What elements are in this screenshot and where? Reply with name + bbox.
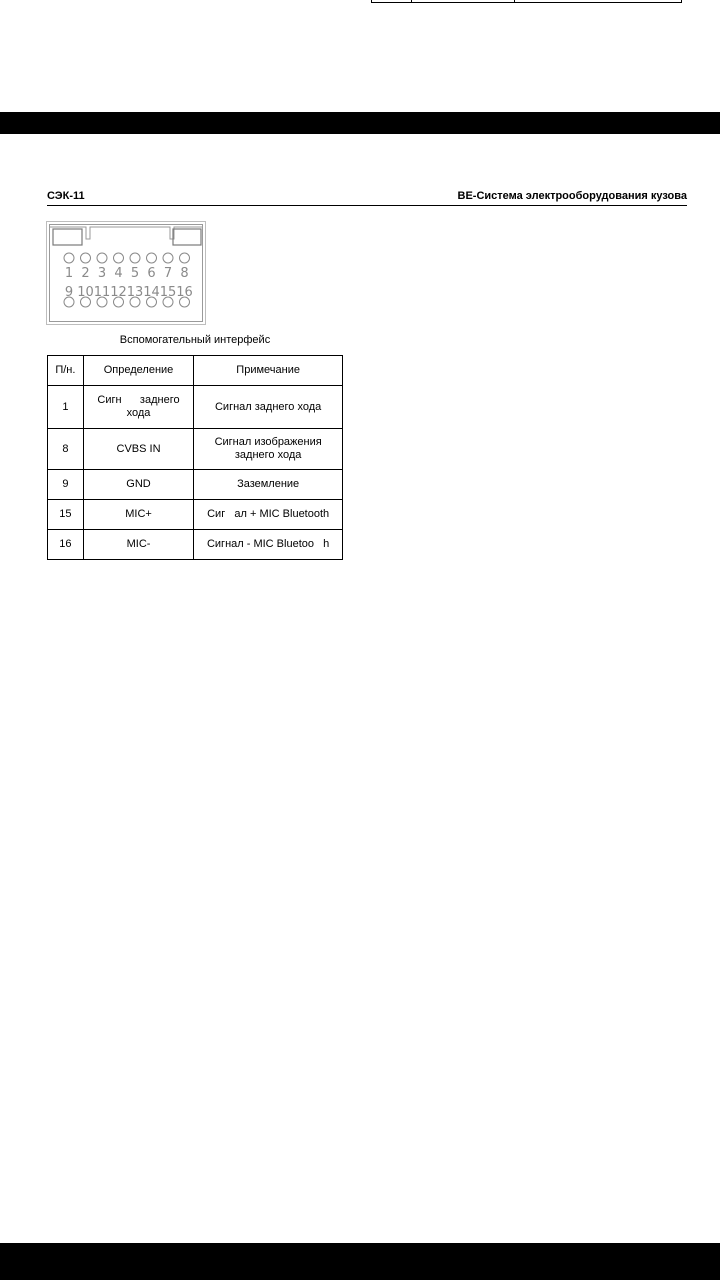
page-separator-bottom [0,1243,720,1280]
pin-hole [81,253,91,263]
column-header-pin: П/н. [48,356,84,386]
pin-definition: GND [83,470,194,500]
pin-note: Сигнал изображения заднего хода [194,429,343,470]
pin-number-label: 6 [147,266,156,281]
pin-number-label: 15 [159,285,177,300]
pin-number-label: 13 [126,285,144,300]
pin-number-label: 2 [81,266,90,281]
page-header [47,189,687,206]
pin-note: Сиг ал + MIC Bluetooth [194,500,343,530]
pin-number: 1 [48,386,84,429]
pin-number-label: 11 [93,285,111,300]
table-header-row [48,356,343,386]
section-title: BE-Система электрооборудования кузова [457,190,687,202]
column-header-definition: Определение [83,356,194,386]
pin-hole [180,253,190,263]
pin-note: Сигнал заднего хода [194,386,343,429]
pin-number: 16 [48,530,84,560]
pin-number-label: 9 [64,285,74,300]
pin-number-label: 8 [180,266,189,281]
pin-number-label: 16 [176,285,193,300]
pin-definition: CVBS IN [83,429,194,470]
section-code: СЭК-11 [47,190,85,202]
pin-definition: MIC+ [83,500,194,530]
table-row [48,470,343,500]
pin-number-label: 12 [110,285,127,300]
pin-number: 9 [48,470,84,500]
table-row [48,386,343,429]
pin-definition: Сигн заднего хода [83,386,194,429]
pin-number-label: 7 [163,266,173,281]
table-row [48,429,343,470]
pin-hole [130,253,140,263]
pin-number: 8 [48,429,84,470]
previous-page-table-edge [371,0,682,3]
right-latch [173,229,201,245]
pin-note: Заземление [194,470,343,500]
page-separator-top [0,112,720,134]
pin-hole [147,253,157,263]
pin-number-label: 4 [114,266,123,281]
pin-hole [64,253,74,263]
pin-number: 15 [48,500,84,530]
pin-number-label: 10 [77,285,94,300]
left-latch [53,229,82,245]
connector-caption: Вспомогательный интерфейс [119,334,271,346]
pin-hole [163,253,173,263]
column-header-note: Примечание [194,356,343,386]
connector-diagram [46,221,208,327]
pin-number-label: 1 [64,266,74,281]
pin-hole [97,253,107,263]
pin-note: Сигнал - MIC Bluetoo h [194,530,343,560]
pin-number-label: 3 [97,266,107,281]
table-row [48,530,343,560]
pin-number-label: 5 [130,266,140,281]
pin-number-label: 14 [143,285,160,300]
pin-hole [114,253,124,263]
pin-definition: MIC- [83,530,194,560]
pin-table [47,355,343,560]
table-row [48,500,343,530]
